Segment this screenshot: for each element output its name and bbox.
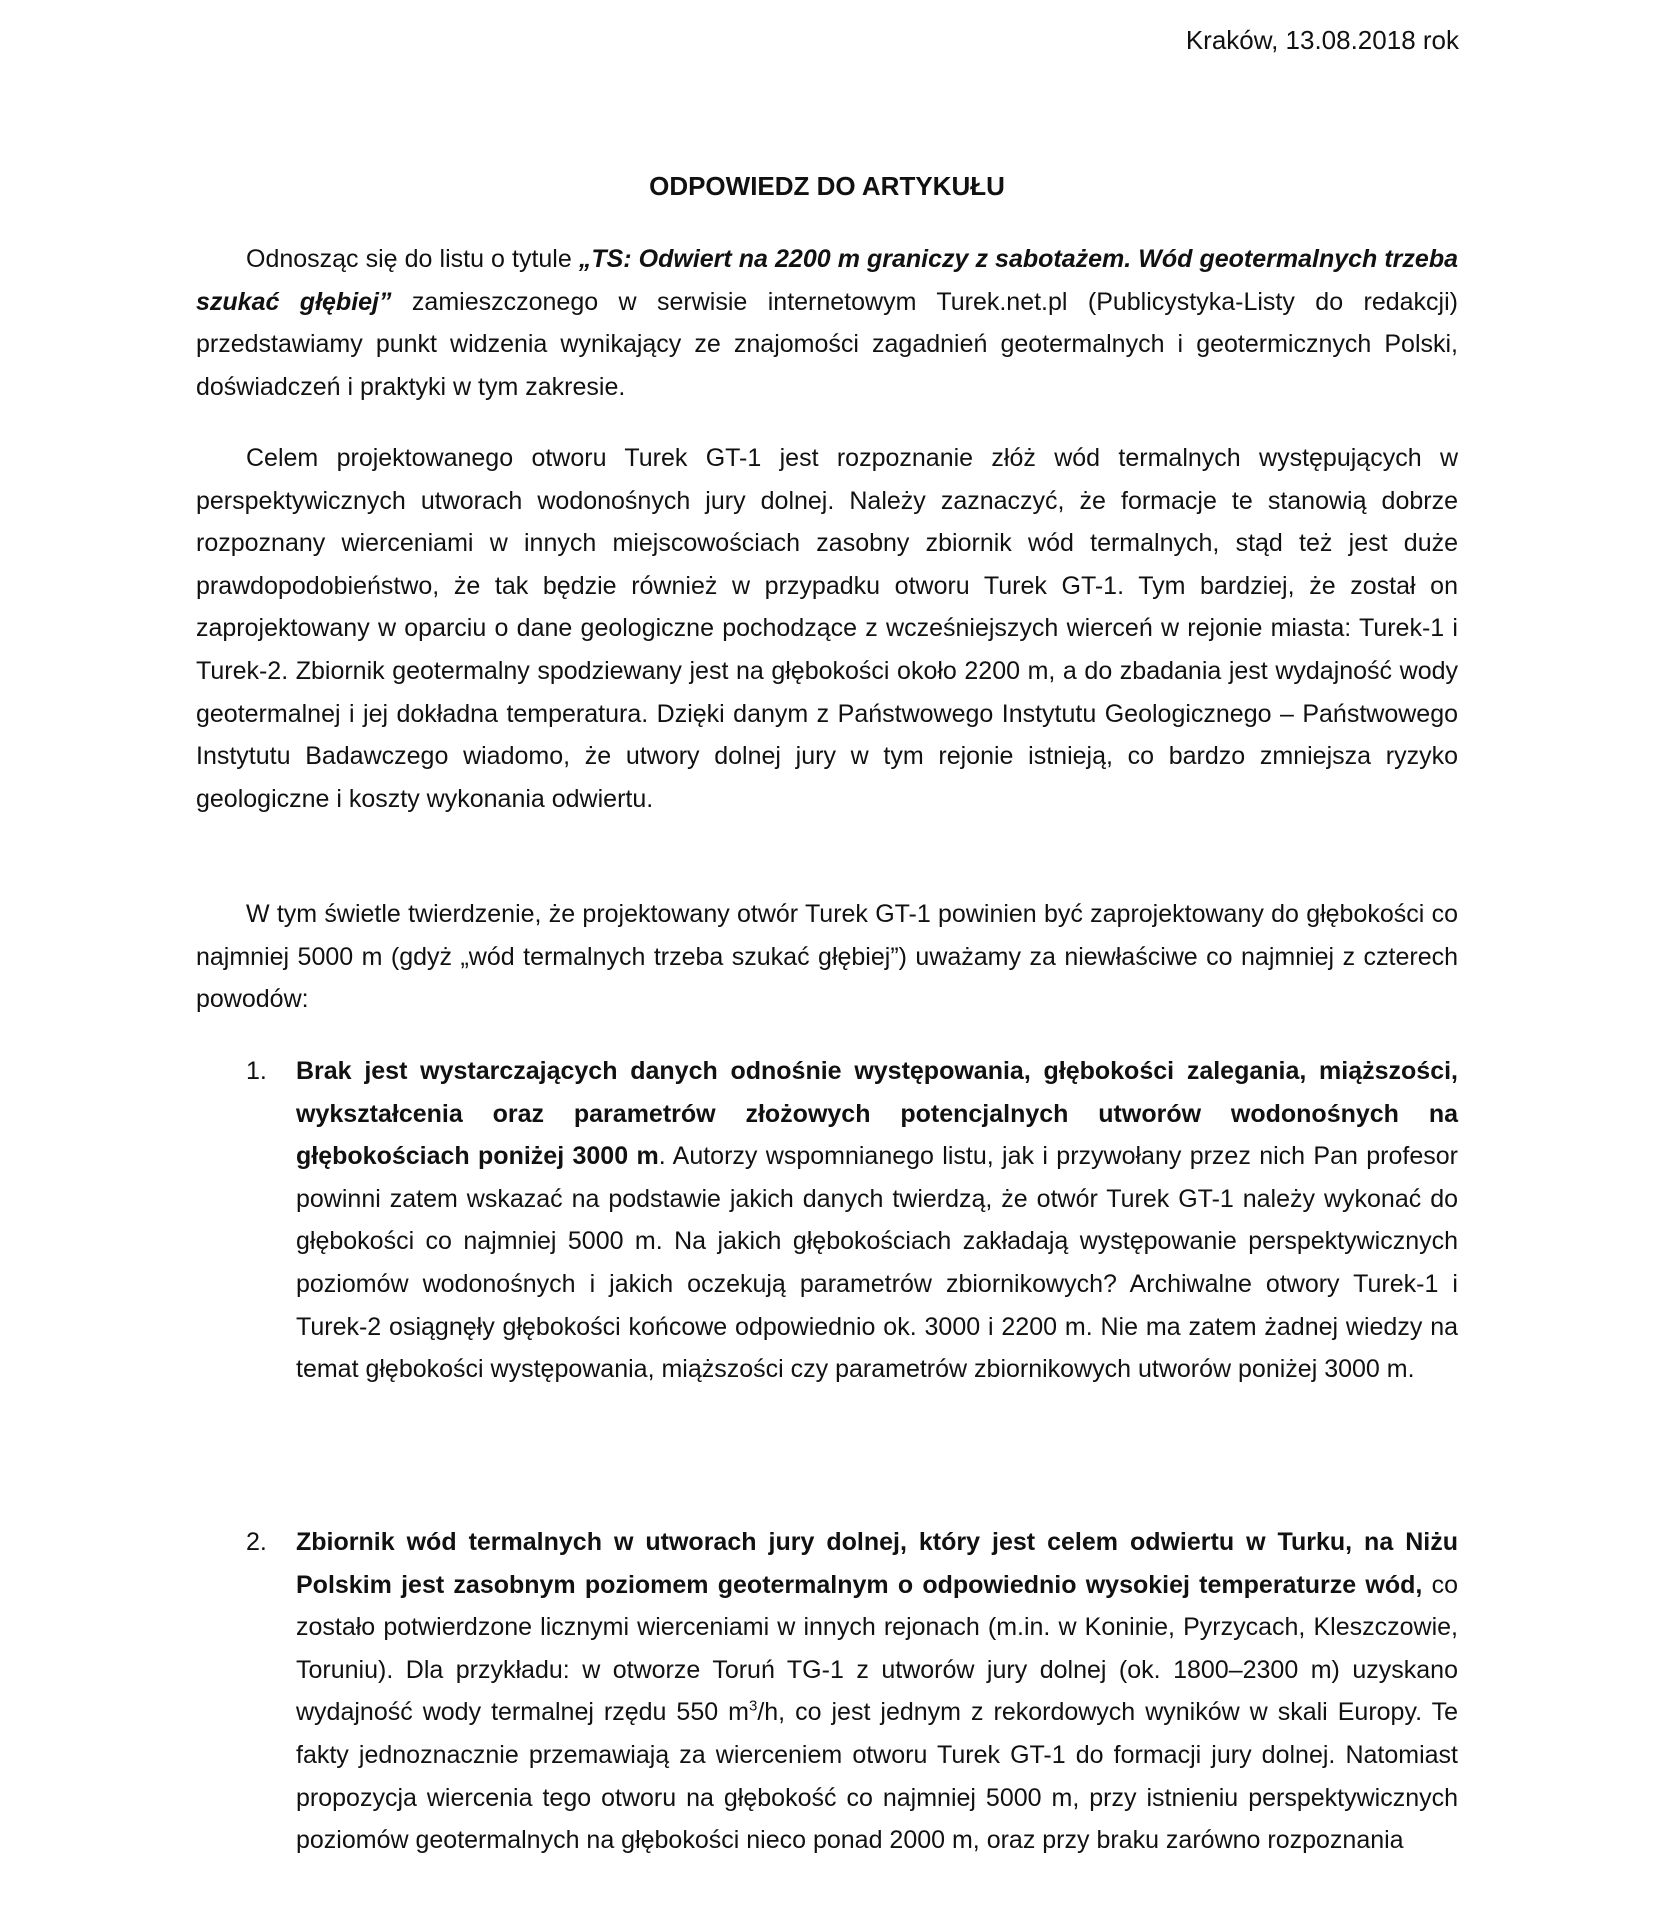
date-line: Kraków, 13.08.2018 rok — [1185, 25, 1459, 55]
paragraph-intro — [196, 238, 1458, 408]
paragraph-statement — [196, 893, 1458, 1021]
list-item-text: co zostało potwierdzone licznymi wierceniami w innych rejonach (m.in. w Koninie, Pyrzycach, Kleszczowie, Toruniu). Dla przykładu: w otworze Toruń TG-1 z utworów jury dolnej (ok. 1800–2300 m) uzyskano wydajność wody termalnej rzędu 550 m — [296, 1570, 1458, 1727]
list-item-number: 1. — [246, 1057, 267, 1085]
paragraph-intro-lead: Odnosząc się do listu o tytule — [246, 245, 579, 273]
article-title-quote: „TS: Odwiert na 2200 m graniczy z sabotażem. Wód geotermalnych trzeba szukać głębiej” — [196, 245, 1458, 316]
paragraph-statement-text: W tym świetle twierdzenie, że projektowany otwór Turek GT-1 powinien być zaprojektowany do głębokości co najmniej 5000 m (gdyż „wód termalnych trzeba szukać głębiej”) uważamy za niewłaściwe co najmniej z czterech powodów: — [196, 900, 1458, 1014]
document-title: ODPOWIEDZ DO ARTYKUŁU — [649, 171, 1005, 201]
list-item-bold-text: Brak jest wystarczających danych odnośnie występowania, głębokości zalegania, miąższości, wykształcenia oraz parametrów złożowych potencjalnych utworów wodonośnych na głębokościach poniżej 3000 m — [296, 1057, 1458, 1171]
list-item — [246, 1521, 1458, 1862]
list-item-text-continued: /h, co jest jednym z rekordowych wyników w skali Europy. Te fakty jednoznacznie przemawiają za wierceniem otworu Turek GT-1 do formacji jury dolnej. Natomiast propozycja wiercenia tego otworu na głębokość co najmniej 5000 m, przy istnieniu perspektywicznych poziomów geotermalnych na głębokości nieco ponad 2000 m, oraz przy braku zarówno rozpoznania — [296, 1698, 1458, 1855]
superscript-3: 3 — [748, 1698, 758, 1716]
list-item — [246, 1050, 1458, 1391]
list-item-number: 2. — [246, 1528, 267, 1556]
paragraph-intro-rest: zamieszczonego w serwisie internetowym Turek.net.pl (Publicystyka-Listy do redakcji) przedstawiamy punkt widzenia wynikający ze znajomości zagadnień geotermalnych i geotermicznych Polski, doświadczeń i praktyki w tym zakresie. — [196, 287, 1458, 401]
list-item-text: . Autorzy wspomnianego listu, jak i przywołany przez nich Pan profesor powinni zatem wskazać na podstawie jakich danych twierdzą, że otwór Turek GT-1 należy wykonać do głębokości co najmniej 5000 m. Na jakich głębokościach zakładają występowanie perspektywicznych poziomów wodonośnych i jakich oczekują parametrów zbiornikowych? Archiwalne otwory Turek-1 i Turek-2 osiągnęły głębokości końcowe odpowiednio ok. 3000 i 2200 m. Nie ma zatem żadnej wiedzy na temat głębokości występowania, miąższości czy parametrów zbiornikowych utworów poniżej 3000 m. — [296, 1142, 1458, 1384]
paragraph-goal — [196, 437, 1458, 820]
list-item-bold-text: Zbiornik wód termalnych w utworach jury dolnej, który jest celem odwiertu w Turku, na Niżu Polskim jest zasobnym poziomem geotermalnym o odpowiednio wysokiej temperaturze wód, — [296, 1528, 1458, 1599]
paragraph-goal-text: Celem projektowanego otworu Turek GT-1 jest rozpoznanie złóż wód termalnych występujących w perspektywicznych utworach wodonośnych jury dolnej. Należy zaznaczyć, że formacje te stanowią dobrze rozpoznany wierceniami w innych miejscowościach zasobny zbiornik wód termalnych, stąd też jest duże prawdopodobieństwo, że tak będzie również w przypadku otworu Turek GT-1. Tym bardziej, że został on zaprojektowany w oparciu o dane geologiczne pochodzące z wcześniejszych wierceń w rejonie miasta: Turek-1 i Turek-2. Zbiornik geotermalny spodziewany jest na głębokości około 2200 m, a do zbadania jest wydajność wody geotermalnej i jej dokładna temperatura. Dzięki danym z Państwowego Instytutu Geologicznego – Państwowego Instytutu Badawczego wiadomo, że utwory dolnej jury w tym rejonie istnieją, co bardzo zmniejsza ryzyko geologiczne i koszty wykonania odwiertu. — [196, 444, 1458, 813]
